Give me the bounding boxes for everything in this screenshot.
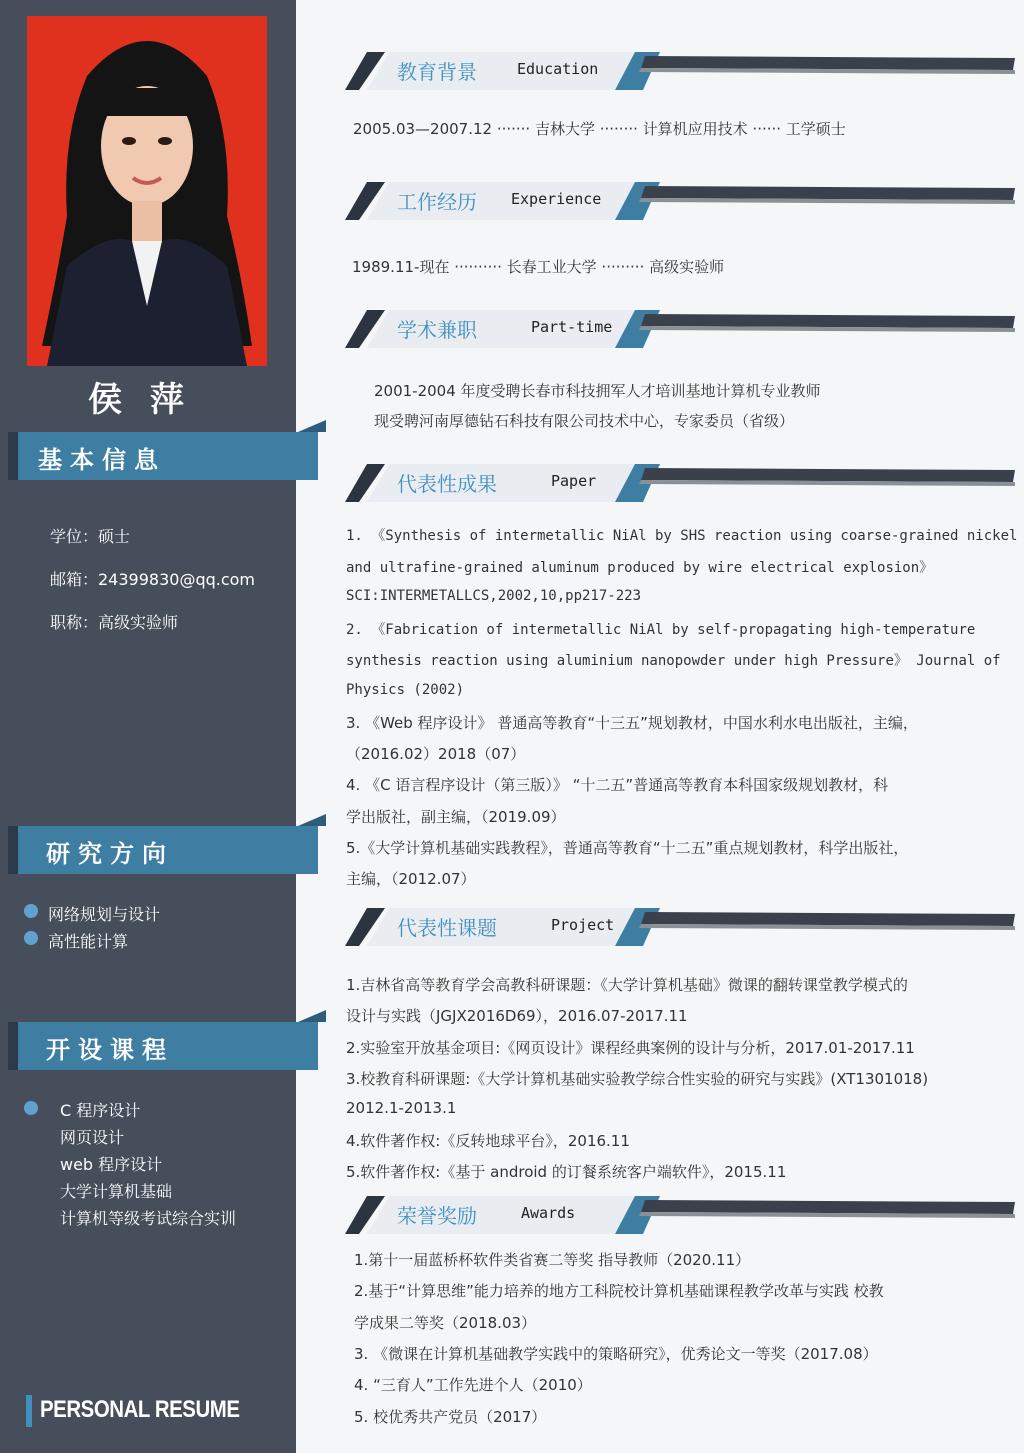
bullet-icon	[24, 931, 38, 945]
project-line: 设计与实践（JGJX2016D69），2016.07-2017.11	[346, 1007, 688, 1025]
research-item: 高性能计算	[48, 932, 129, 951]
header-tip	[298, 420, 326, 432]
header-edge	[8, 432, 18, 480]
awards-header	[345, 1192, 1015, 1236]
paper-line: 4. 《C 语言程序设计（第三版）》 “十二五”普通高等教育本科国家级规划教材，科	[346, 776, 889, 794]
course-item: 大学计算机基础	[60, 1182, 173, 1201]
portrait-image	[27, 16, 267, 366]
research-title: 研究方向	[46, 840, 174, 868]
paper-line: 主编，（2012.07）	[346, 870, 476, 888]
header-tip	[298, 814, 326, 826]
project-line: 2.实验室开放基金项目:《网页设计》课程经典案例的设计与分析，2017.01-2017.11	[346, 1039, 915, 1057]
research-header	[8, 826, 318, 874]
parttime-header	[345, 306, 1015, 350]
person-name: 侯 萍	[88, 380, 192, 420]
paper-line: 3. 《Web 程序设计》 普通高等教育“十三五”规划教材，中国水利水电出版社，主编，	[346, 714, 918, 732]
paper-line: 2. 《Fabrication of intermetallic NiAl by self-propagating high-temperature	[346, 622, 976, 638]
section-title-en: Experience	[511, 190, 602, 208]
job-title-text: 职称：高级实验师	[50, 613, 179, 632]
email-text: 邮箱：24399830@qq.com	[50, 570, 256, 589]
section-title-zh: 教育背景	[397, 60, 477, 84]
parttime-row: 现受聘河南厚德钻石科技有限公司技术中心，专家委员（省级）	[374, 412, 795, 430]
degree-text: 学位：硕士	[50, 527, 131, 546]
sidebar	[0, 0, 296, 1453]
research-item: 网络规划与设计	[48, 905, 161, 924]
award-line: 学成果二等奖（2018.03）	[354, 1314, 537, 1332]
paper-line: synthesis reaction using aluminium nanopowder under high Pressure》 Journal of	[346, 653, 1001, 669]
education-row: 2005.03—2007.12 ······· 吉林大学 ········ 计算机应用技术 ······ 工学硕士	[353, 120, 846, 138]
paper-header	[345, 460, 1015, 504]
section-title-en: Awards	[521, 1204, 576, 1222]
courses-header	[8, 1022, 318, 1070]
award-line: 5. 校优秀共产党员（2017）	[354, 1408, 547, 1426]
award-line: 4. “三育人”工作先进个人（2010）	[354, 1376, 592, 1394]
section-title-en: Part-time	[531, 318, 613, 336]
basic-info-title: 基本信息	[38, 446, 166, 474]
project-header	[345, 904, 1015, 948]
bullet-icon	[24, 904, 38, 918]
header-edge	[8, 826, 18, 874]
section-title-zh: 荣誉奖励	[397, 1204, 477, 1228]
paper-line: 1. 《Synthesis of intermetallic NiAl by SHS reaction using coarse-grained nickel	[346, 528, 1018, 544]
project-line: 2012.1-2013.1	[346, 1099, 457, 1117]
course-item: C 程序设计	[60, 1101, 141, 1120]
section-title-en: Project	[551, 916, 615, 934]
experience-header	[345, 178, 1015, 222]
header-tip	[298, 1010, 326, 1022]
courses-title: 开设课程	[46, 1036, 174, 1064]
course-item: 计算机等级考试综合实训	[60, 1209, 237, 1228]
section-title-zh: 学术兼职	[397, 318, 477, 342]
project-line: 3.校教育科研课题:《大学计算机基础实验教学综合性实验的研究与实践》(XT1301018)	[346, 1070, 929, 1088]
paper-line: and ultrafine-grained aluminum produced by wire electrical explosion》	[346, 560, 934, 576]
section-title-zh: 代表性成果	[397, 472, 497, 496]
personal-resume-label: PERSONAL RESUME	[40, 1396, 240, 1423]
award-line: 2.基于“计算思维”能力培养的地方工科院校计算机基础课程教学改革与实践 校教	[354, 1282, 884, 1300]
award-line: 1.第十一届蓝桥杯软件类省赛二等奖 指导教师（2020.11）	[354, 1251, 751, 1269]
section-title-zh: 工作经历	[397, 190, 477, 214]
experience-row: 1989.11-现在 ·········· 长春工业大学 ········· 高级实验师	[352, 258, 725, 276]
course-item: 网页设计	[60, 1128, 125, 1147]
education-header	[345, 48, 1015, 92]
award-line: 3. 《微课在计算机基础教学实践中的策略研究》，优秀论文一等奖（2017.08）	[354, 1345, 878, 1363]
project-line: 4.软件著作权:《反转地球平台》，2016.11	[346, 1132, 630, 1150]
resume-accent-bar	[26, 1395, 32, 1427]
project-line: 5.软件著作权:《基于 android 的订餐系统客户端软件》，2015.11	[346, 1163, 787, 1181]
paper-line: （2016.02）2018（07）	[346, 745, 526, 763]
portrait-photo	[27, 16, 267, 366]
paper-line: 5.《大学计算机基础实践教程》，普通高等教育“十二五”重点规划教材，科学出版社，	[346, 839, 909, 857]
section-title-en: Paper	[551, 472, 597, 490]
project-line: 1.吉林省高等教育学会高教科研课题：《大学计算机基础》微课的翻转课堂教学模式的	[346, 976, 908, 994]
paper-line: SCI:INTERMETALLCS,2002,10,pp217-223	[346, 588, 642, 604]
parttime-row: 2001-2004 年度受聘长春市科技拥军人才培训基地计算机专业教师	[374, 382, 821, 400]
paper-line: Physics (2002)	[346, 682, 465, 698]
bullet-icon	[24, 1101, 38, 1115]
course-item: web 程序设计	[60, 1155, 163, 1174]
basic-info-header	[8, 432, 318, 480]
header-edge	[8, 1022, 18, 1070]
paper-line: 学出版社，副主编，（2019.09）	[346, 808, 566, 826]
section-title-en: Education	[517, 60, 599, 78]
section-title-zh: 代表性课题	[397, 916, 497, 940]
